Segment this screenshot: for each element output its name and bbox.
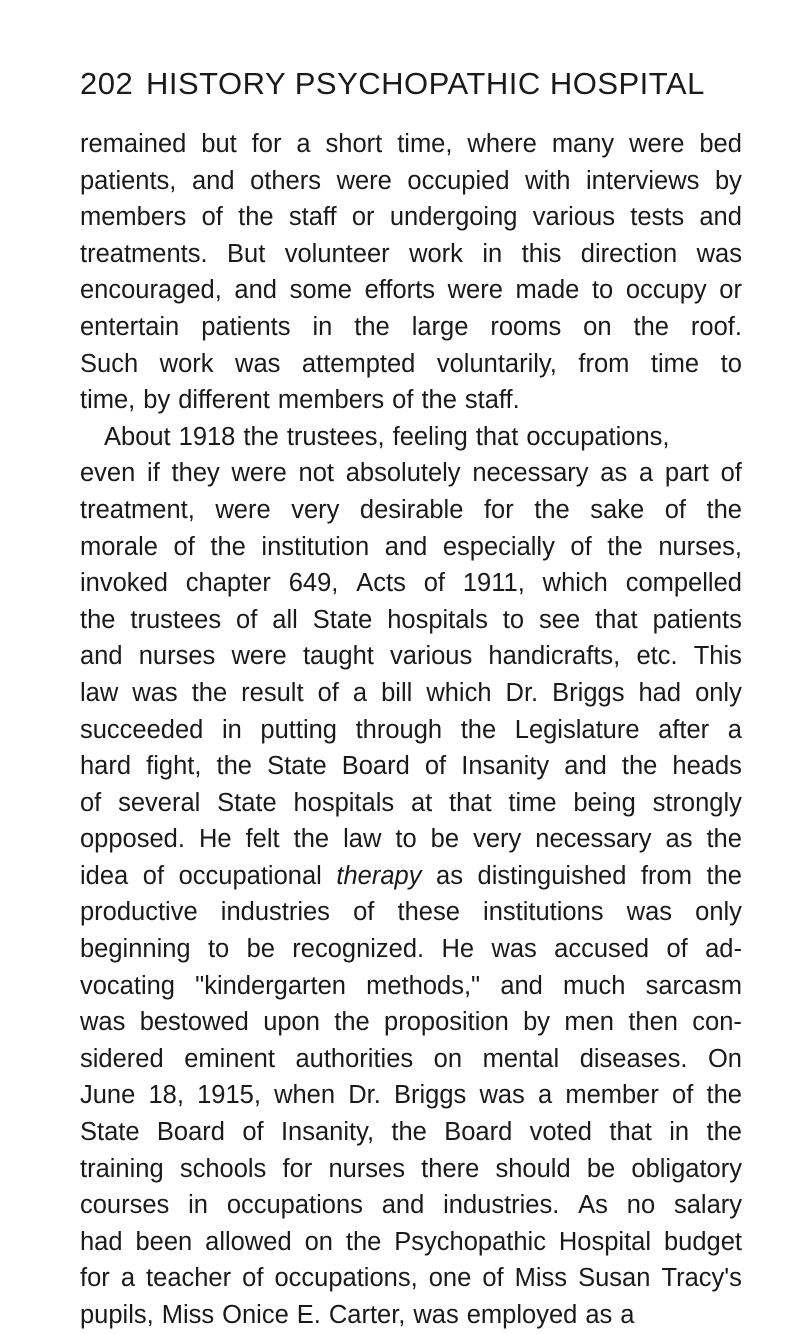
text-line: remained but for a short time, where many were bed — [80, 130, 742, 158]
text-line: encouraged, and some efforts were made to occupy or — [80, 276, 742, 305]
body-text — [80, 126, 742, 1334]
text-line: treatment, were very desirable for the sake of the — [80, 495, 742, 524]
text-line: law was the result of a bill which Dr. Briggs had only — [80, 678, 742, 707]
text-line: for a teacher of occupations, one of Miss Susan Tracy's — [80, 1264, 742, 1293]
text-line: sidered eminent authorities on mental diseases. On — [80, 1044, 742, 1073]
text-line: of several State hospitals at that time being strongly — [80, 788, 742, 817]
text-line: June 18, 1915, when Dr. Briggs was a member of the — [80, 1081, 742, 1110]
text-line: State Board of Insanity, the Board voted that in the — [80, 1118, 742, 1147]
text-line: treatments. But volunteer work in this direction was — [80, 239, 742, 268]
text-line: morale of the institution and especially of the nurses, — [80, 532, 742, 561]
text-line: had been allowed on the Psychopathic Hospital budget — [80, 1227, 742, 1256]
text-line: training schools for nurses there should be obligatory — [80, 1154, 742, 1183]
text-line: productive industries of these institutions was only — [80, 898, 742, 927]
text-line: entertain patients in the large rooms on the roof. — [80, 312, 742, 341]
text-line: courses in occupations and industries. As no salary — [80, 1191, 742, 1220]
page-number: 202 — [80, 66, 134, 101]
text-line: time, by different members of the staff. — [80, 386, 520, 415]
text-line: and nurses were taught various handicrafts, etc. This — [80, 642, 742, 671]
text-line: patients, and others were occupied with interviews by — [80, 166, 742, 195]
text-line: was bestowed upon the proposition by men then con- — [80, 1008, 742, 1037]
text-line: invoked chapter 649, Acts of 1911, which compelled — [80, 569, 742, 598]
text-line: succeeded in putting through the Legislature after a — [80, 715, 742, 744]
book-title: HISTORY PSYCHOPATHIC HOSPITAL — [146, 66, 705, 101]
text-line: the trustees of all State hospitals to see that patients — [80, 605, 742, 634]
text-line: hard fight, the State Board of Insanity and the heads — [80, 752, 742, 781]
text-line: vocating "kindergarten methods," and much sarcasm — [80, 971, 742, 1000]
text-line: beginning to be recognized. He was accused of ad- — [80, 935, 742, 964]
text-line: pupils, Miss Onice E. Carter, was employed as a — [80, 1301, 635, 1329]
text-line: About 1918 the trustees, feeling that occupations, — [104, 422, 670, 451]
text-line: opposed. He felt the law to be very necessary as the — [80, 825, 742, 854]
running-head — [80, 66, 740, 110]
text-line: members of the staff or undergoing various tests and — [80, 203, 742, 232]
text-line: idea of occupational therapy as distinguished from the — [80, 861, 742, 890]
text-line: even if they were not absolutely necessary as a part of — [80, 459, 742, 488]
text-line: Such work was attempted voluntarily, from time to — [80, 349, 742, 378]
